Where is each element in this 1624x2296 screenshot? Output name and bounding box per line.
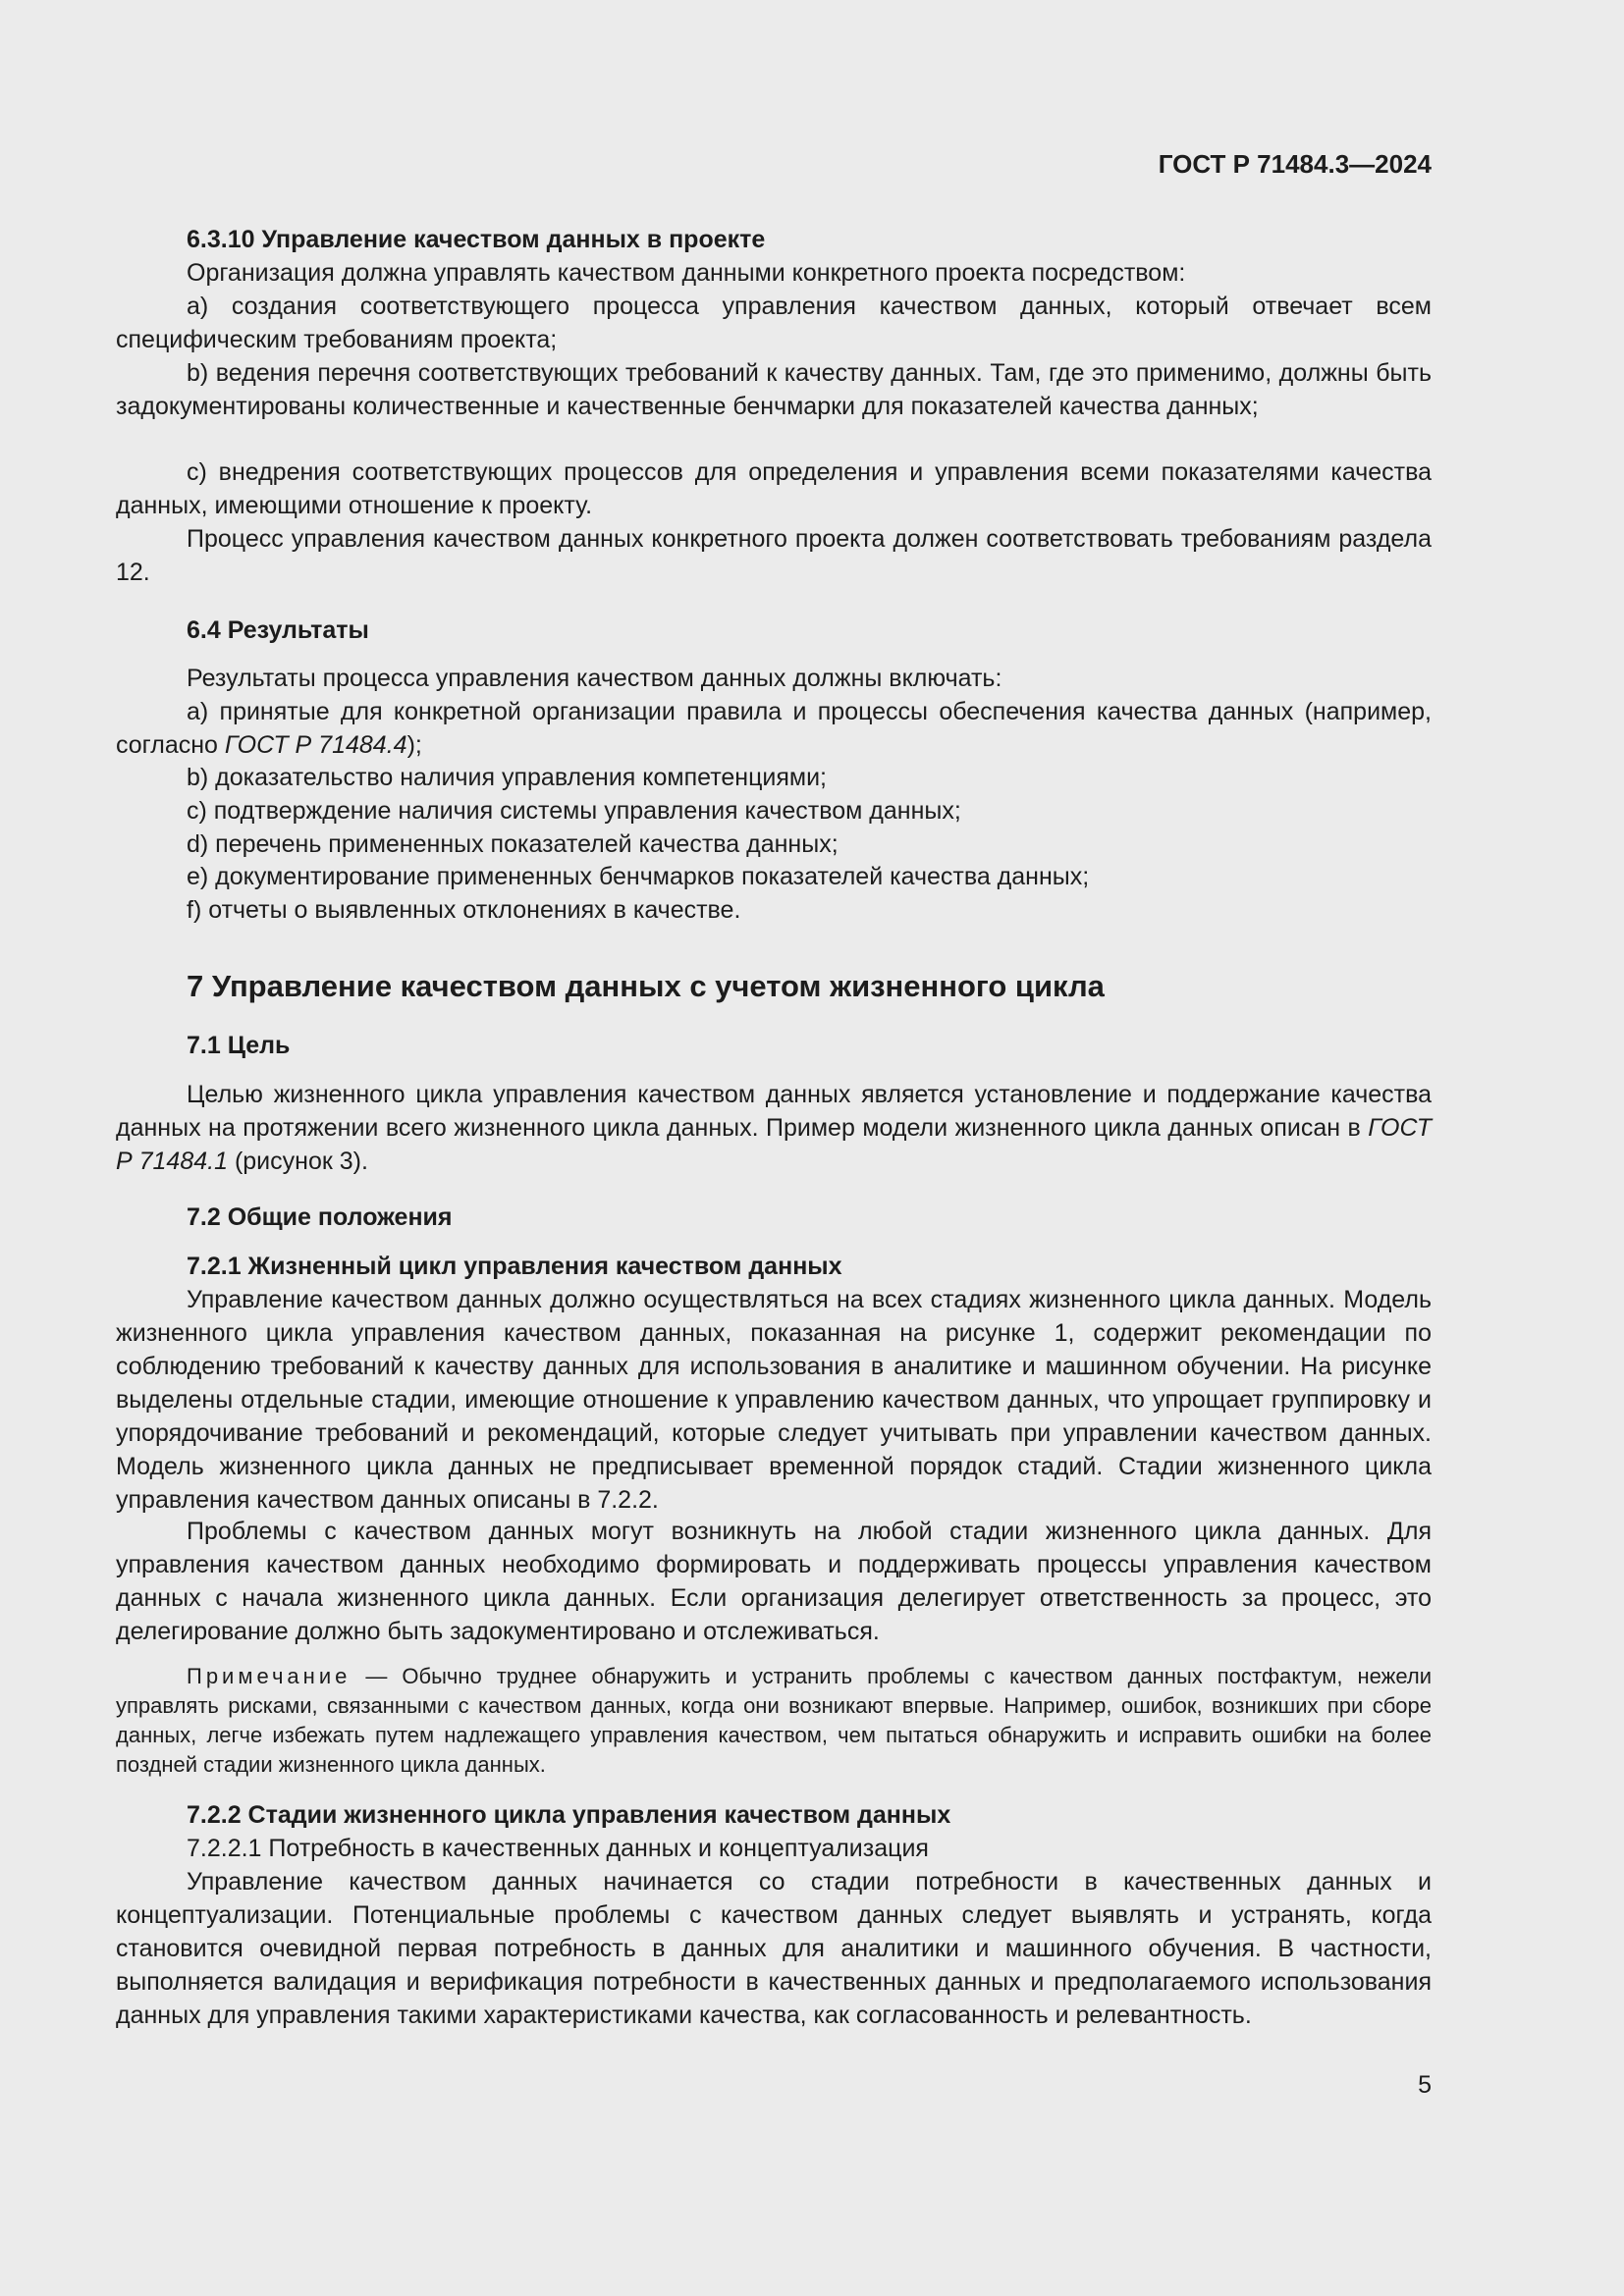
section-7-2-heading: 7.2 Общие положения xyxy=(187,1203,453,1231)
note xyxy=(116,1662,1432,1780)
section-6-4-heading: 6.4 Результаты xyxy=(187,616,369,644)
section-6-3-10-closing: Процесс управления качеством данных конкретного проекта должен соответствовать требованиям раздела 12. xyxy=(116,525,1432,586)
section-6-4-item-a xyxy=(116,695,1432,762)
section-6-3-10-intro: Организация должна управлять качеством данными конкретного проекта посредством: xyxy=(187,259,1186,287)
section-6-4-item-e: e) документирование примененных бенчмарков показателей качества данных; xyxy=(187,863,1090,890)
section-7-2-1-heading: 7.2.1 Жизненный цикл управления качеством данных xyxy=(187,1253,842,1280)
section-6-4-intro: Результаты процесса управления качеством данных должны включать: xyxy=(187,665,1002,692)
section-6-4-item-a-text: a) принятые для конкретной организации правила и процессы обеспечения качества данных (например, согласно xyxy=(116,698,1432,759)
section-7-1-text-body: Целью жизненного цикла управления качеством данных является установление и поддержание качества данных на протяжении всего жизненного цикла данных. Пример модели жизненного цикла данных описан в xyxy=(116,1081,1432,1142)
section-6-3-10-item-a: a) создания соответствующего процесса управления качеством данных, который отвечает всем специфическим требованиям проекта; xyxy=(116,293,1432,353)
section-6-3-10-item-c: c) внедрения соответствующих процессов для определения и управления всеми показателями качества данных, имеющими отношение к проекту. xyxy=(116,458,1432,519)
gost-reference-71484-1: ГОСТ Р 71484.1 xyxy=(116,1114,1432,1175)
section-6-4-item-f: f) отчеты о выявленных отклонениях в качестве. xyxy=(187,896,741,924)
section-7-2-2-1-paragraph: Управление качеством данных начинается со стадии потребности в качественных данных и концептуализации. Потенциальные проблемы с качеством данных следует выявлять и устранять, когда становится очевидной первая потребность в данных для аналитики и машинного обучения. В частности, выполняется валидация и верификация потребности в качественных данных и предполагаемого использования данных для управления такими характеристиками качества, как согласованность и релевантность. xyxy=(116,1868,1432,2029)
gost-reference-71484-4: ГОСТ Р 71484.4 xyxy=(224,731,407,759)
section-7-1-text xyxy=(116,1078,1432,1178)
section-7-heading: 7 Управление качеством данных с учетом жизненного цикла xyxy=(187,969,1105,1003)
section-7-2-1-paragraph-2: Проблемы с качеством данных могут возникнуть на любой стадии жизненного цикла данных. Для управления качеством данных необходимо формировать и поддерживать процессы управления качеством данных с начала жизненного цикла данных. Если организация делегирует ответственность за процесс, это делегирование должно быть задокументировано и отслеживаться. xyxy=(116,1518,1432,1645)
note-text: — Обычно труднее обнаружить и устранить проблемы с качеством данных постфактум, нежели управлять рисками, связанными с качеством данных, когда они возникают впервые. Например, ошибок, возникших при сборе данных, легче избежать путем надлежащего управления качеством, чем пытаться обнаружить и исправить ошибки на более поздней стадии жизненного цикла данных. xyxy=(116,1664,1432,1777)
section-6-4-item-a-end: ); xyxy=(406,731,422,759)
section-7-1-heading: 7.1 Цель xyxy=(187,1032,291,1059)
section-7-2-2-1-heading: 7.2.2.1 Потребность в качественных данных и концептуализация xyxy=(187,1835,929,1862)
section-7-1-text-end: (рисунок 3). xyxy=(228,1148,368,1175)
page-number: 5 xyxy=(1418,2071,1432,2099)
section-6-4-item-b: b) доказательство наличия управления компетенциями; xyxy=(187,764,828,791)
section-6-4-item-d: d) перечень примененных показателей качества данных; xyxy=(187,830,839,858)
document-id: ГОСТ Р 71484.3—2024 xyxy=(1158,149,1432,179)
section-6-3-10-item-b: b) ведения перечня соответствующих требований к качеству данных. Там, где это применимо, должны быть задокументированы количественные и качественные бенчмарки для показателей качества данных; xyxy=(116,359,1432,420)
section-6-3-10-heading: 6.3.10 Управление качеством данных в проекте xyxy=(187,226,766,253)
section-7-2-1-paragraph-1: Управление качеством данных должно осуществляться на всех стадиях жизненного цикла данных. Модель жизненного цикла управления качеством данных, показанная на рисунке 1, содержит рекомендации по соблюдению требований к качеству данных для использования в аналитике и машинном обучении. На рисунке выделены отдельные стадии, имеющие отношение к управлению качеством данных, что упрощает группировку и упорядочивание требований и рекомендаций, которые следует учитывать при управлении качеством данных. Модель жизненного цикла данных не предписывает временной порядок стадий. Стадии жизненного цикла управления качеством данных описаны в 7.2.2. xyxy=(116,1286,1432,1514)
section-6-4-item-c: c) подтверждение наличия системы управления качеством данных; xyxy=(187,797,961,825)
section-7-2-2-heading: 7.2.2 Стадии жизненного цикла управления качеством данных xyxy=(187,1801,951,1829)
note-label: Примечание xyxy=(187,1664,352,1688)
